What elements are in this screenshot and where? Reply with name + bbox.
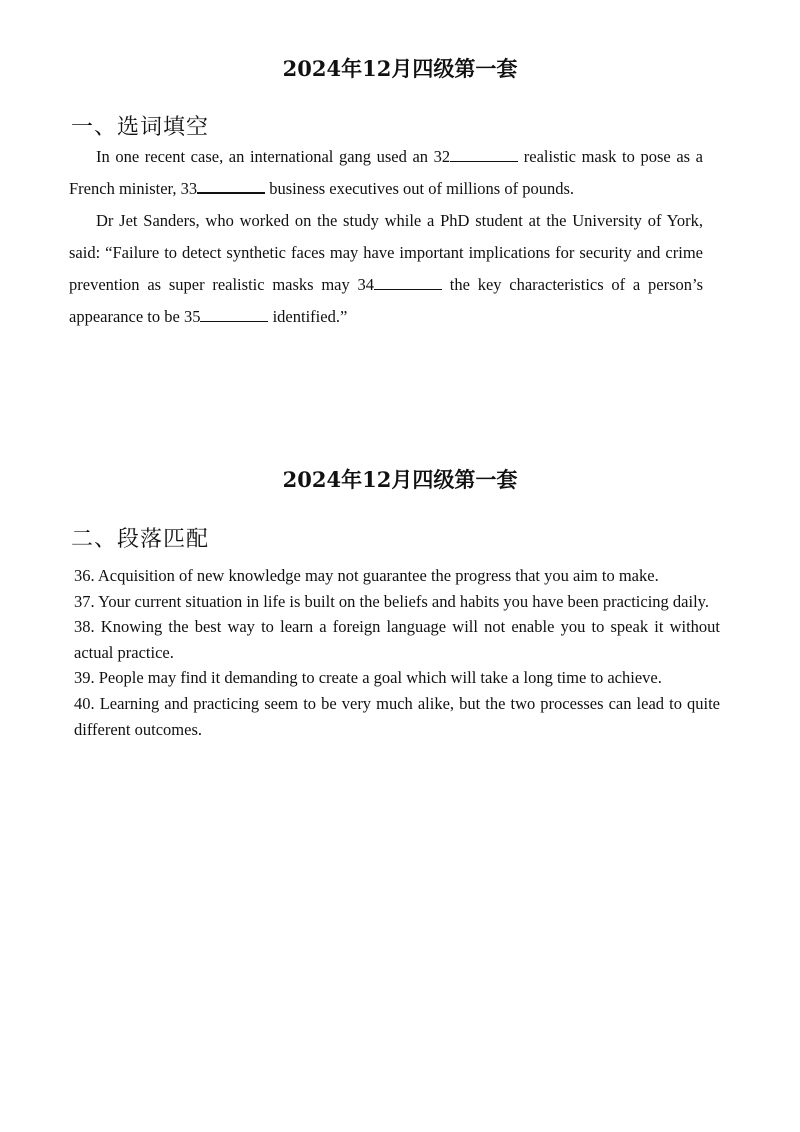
passage-text: Dr Jet Sanders, who worked on the study while a PhD student at the University of York, said: “Failure to detect synthetic faces may have important implications for security and crime prevention as super realistic masks may 34 [69, 210, 703, 294]
passage-text: business executives out of millions of pounds. [265, 178, 575, 198]
section-heading-paragraph-matching: 二、段落匹配 [71, 527, 210, 552]
statement-item: 36. Acquisition of new knowledge may not guarantee the progress that you aim to make. [74, 566, 659, 585]
page-title: 2024年12月四级第一套 [282, 56, 518, 81]
blank-33 [197, 178, 265, 194]
statement-item: 39. People may find it demanding to create a goal which will take a long time to achieve. [74, 668, 662, 688]
reading-passage [69, 141, 703, 332]
passage-paragraph-1 [69, 141, 703, 205]
passage-text: identified.” [268, 306, 348, 326]
statement-item: 37. Your current situation in life is built on the beliefs and habits you have been practicing daily. [74, 591, 709, 611]
blank-35 [200, 307, 268, 322]
blank-32 [450, 147, 518, 162]
passage-text: In one recent case, an international gang used an 32 [96, 147, 451, 166]
matching-statements [74, 563, 720, 742]
passage-text: the key characteristics of a person’s appearance to be 35 [69, 274, 703, 326]
page-title-2: 2024年12月四级第一套 [282, 467, 518, 492]
blank-34 [374, 275, 442, 290]
statement-item: 38. Knowing the best way to learn a foreign language will not enable you to speak it without actual practice. [74, 617, 720, 662]
passage-paragraph-2 [69, 205, 703, 333]
passage-text: realistic mask to pose as a French minister, 33 [69, 147, 703, 198]
statement-item: 40. Learning and practicing seem to be very much alike, but the two processes can lead to quite different outcomes. [74, 693, 720, 739]
section-heading-word-bank: 一、选词填空 [71, 115, 210, 140]
